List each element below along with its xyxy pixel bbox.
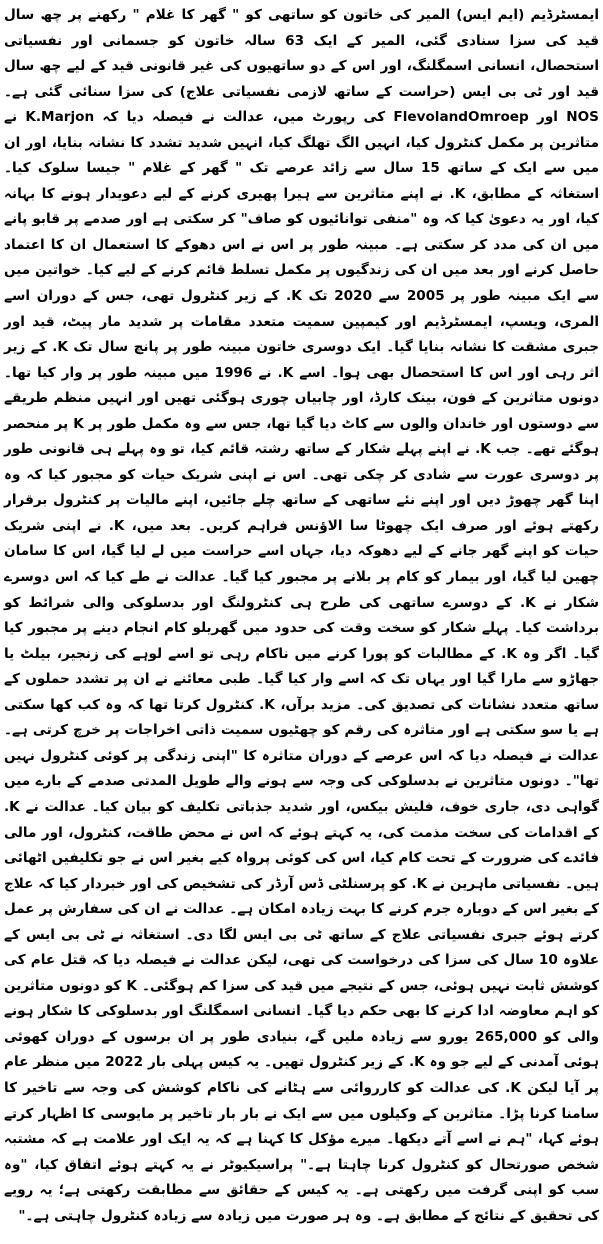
article-body: ایمسٹرڈیم (ایم ایس) المیر کی خاتون کو ساتھی کو " گھر کا غلام " رکھنے پر چھ سال قید کی سزا سنادی گئی، المیر کے ایک 63 سالہ خاتون کو جسمانی اور نفسیاتی استحصال، انسانی اسمگلنگ، اور اس کے دو ساتھیوں کی غیر قانونی قید کے لیے چھ سال قید اور ٹی بی ایس (حراست کے ساتھ لازمی نفسیاتی علاج) کی سزا سنائی گئی ہے۔ NOS اور FlevolandOmroep کی رپورٹ میں، عدالت نے فیصلہ دیا کہ K.Marjon نے متاثرین پر مکمل کنٹرول کیا، انہیں الگ تھلگ کیا، انہیں شدید تشدد کا نشانہ بنایا، اور ان میں سے ایک کے ساتھ 15 سال سے زائد عرصے تک " گھر کے غلام " جیسا سلوک کیا۔ استغاثہ کے مطابق، K. نے اپنے متاثرین سے ہیرا پھیری کرنے کے لیے دعویدار ہونے کا بہانہ کیا، اور یہ دعویٰ کیا کہ وہ "منفی توانائیوں کو صاف" کر سکتی ہے اور صدمے پر قابو پانے میں ان کی مدد کر سکتی ہے۔ مبینہ طور پر اس نے اس دھوکے کا استعمال ان کا اعتماد حاصل کرنے اور بعد میں ان کی زندگیوں پر مکمل تسلط قائم کرنے کے لیے کیا۔ خواتین میں سے ایک مبینہ طور پر 2005 سے 2020 تک K. کے زیر کنٹرول تھی، جس کے دوران اسے المری، ویسپ، ایمسٹرڈیم اور کیمپین سمیت متعدد مقامات پر شدید مار پیٹ، قید اور جبری مشقت کا نشانہ بنایا گیا۔ ایک دوسری خاتون مبینہ طور پر پانچ سال تک K. کے زیر اثر رہی اور اس کا استحصال بھی ہوا۔ اسے K. نے 1996 میں مبینہ طور پر وار کیا تھا۔ دونوں متاثرین کے فون، بینک کارڈ، اور چابیاں چوری ہوگئی تھیں اور انہیں منظم طریقے سے دوستوں اور خاندان والوں سے کاٹ دیا گیا تھا، جس سے وہ مکمل طور پر K پر منحصر ہوگئے تھے۔ جب K. نے اپنے پہلے شکار کے ساتھ رشتہ قائم کیا، تو وہ پہلے ہی قانونی طور پر دوسری عورت سے شادی کر چکی تھی۔ اس نے اپنی شریک حیات کو مجبور کیا کہ وہ اپنا گھر چھوڑ دیں اور اپنے نئے ساتھی کے ساتھ چلے جائیں، اپنے مالیات پر کنٹرول برقرار رکھتے ہوئے اور صرف ایک چھوٹا سا الاؤنس فراہم کریں۔ بعد میں، K. نے اپنی شریک حیات کو اپنے گھر جانے کے لیے دھوکہ دیا، جہاں اسے حراست میں لے لیا گیا، اس کا سامان چھین لیا گیا، اور بیمار کو کام پر بلانے پر مجبور کیا گیا۔ عدالت نے طے کیا کہ اس دوسرے شکار نے K. کے دوسرے ساتھی کی طرح ہی کنٹرولنگ اور بدسلوکی والی شرائط کو برداشت کیا۔ پہلے شکار کو سخت وقت کی حدود میں گھریلو کام انجام دینے پر مجبور کیا گیا۔ اگر وہ K. کے مطالبات کو پورا کرنے میں ناکام رہی تو اسے لوہے کی زنجیر، بیلٹ یا جھاڑو سے مارا گیا اور یہاں تک کہ اسے وار کیا گیا۔ طبی معائنے نے ان پر تشدد حملوں کے ساتھ متعدد نشانات کی تصدیق کی۔ مزید برآں، K. کنٹرول کرتا تھا کہ وہ کب کھا سکتی ہے یا سو سکتی ہے اور متاثرہ کی رقم کو چھٹیوں سمیت ذاتی اخراجات پر خرچ کرتی ہے۔ عدالت نے فیصلہ دیا کہ اس عرصے کے دوران متاثرہ کا "اپنی زندگی پر کوئی کنٹرول نہیں تھا"۔ دونوں متاثرین نے بدسلوکی کی وجہ سے ہونے والے طویل المدتی صدمے کے بارے میں گواہی دی، جاری خوف، فلیش بیکس، اور شدید جذباتی تکلیف کو بیان کیا۔ عدالت نے K. کے اقدامات کی سخت مذمت کی، یہ کہتے ہوئے کہ اس نے محض طاقت، کنٹرول، اور مالی فائدے کی ضرورت کے تحت کام کیا، اس کی کوئی پرواہ کیے بغیر اس نے جو تکلیفیں اٹھائی ہیں۔ نفسیاتی ماہرین نے K. کو پرسنلٹی ڈس آرڈر کی تشخیص کی اور خبردار کیا کہ علاج کے بغیر اس کے دوبارہ جرم کرنے کا بہت زیادہ امکان ہے۔ عدالت نے ان کی سفارش پر عمل کرتے ہوئے جبری نفسیاتی علاج کے ساتھ ٹی بی ایس لگا دی۔ استغاثہ نے ٹی بی ایس کے علاوہ 10 سال کی سزا کی درخواست کی تھی، لیکن عدالت نے فیصلہ دیا کہ قتل عام کی کوشش ثابت نہیں ہوئی، جس کے نتیجے میں قید کی سزا کم ہوگئی۔ K کو دونوں متاثرین کو اہم معاوضہ ادا کرنے کا بھی حکم دیا گیا۔ انسانی اسمگلنگ اور بدسلوکی کا شکار ہونے والی کو 265,000 یورو سے زیادہ ملیں گے، بنیادی طور پر ان برسوں کے دوران کھوئی ہوئی آمدنی کے لیے جو وہ K. کے زیر کنٹرول تھیں۔ یہ کیس پہلی بار 2022 میں منظر عام پر آیا لیکن K. کی عدالت کو کارروائی سے ہٹانے کی ناکام کوشش کی وجہ سے تاخیر کا سامنا کرنا پڑا۔ متاثرین کے وکیلوں میں سے ایک نے بار بار تاخیر پر مایوسی کا اظہار کرتے ہوئے کہا، "ہم نے اسے آتے دیکھا۔ میرے مؤکل کا کہنا ہے کہ یہ ایک اور علامت ہے کہ مشتبہ شخص صورتحال کو کنٹرول کرنا چاہتا ہے۔" پراسیکیوٹر نے یہ کہتے ہوئے اتفاق کیا، "وہ سب کو اپنی گرفت میں رکھتی ہے۔ یہ کیس کے حقائق سے مطابقت رکھتی ہے؛ یہ رویے کی تحقیق کے نتائج کے مطابق ہے۔ وہ ہر صورت میں زیادہ سے زیادہ کنٹرول چاہتی ہے۔" — [4, 7, 600, 1224]
